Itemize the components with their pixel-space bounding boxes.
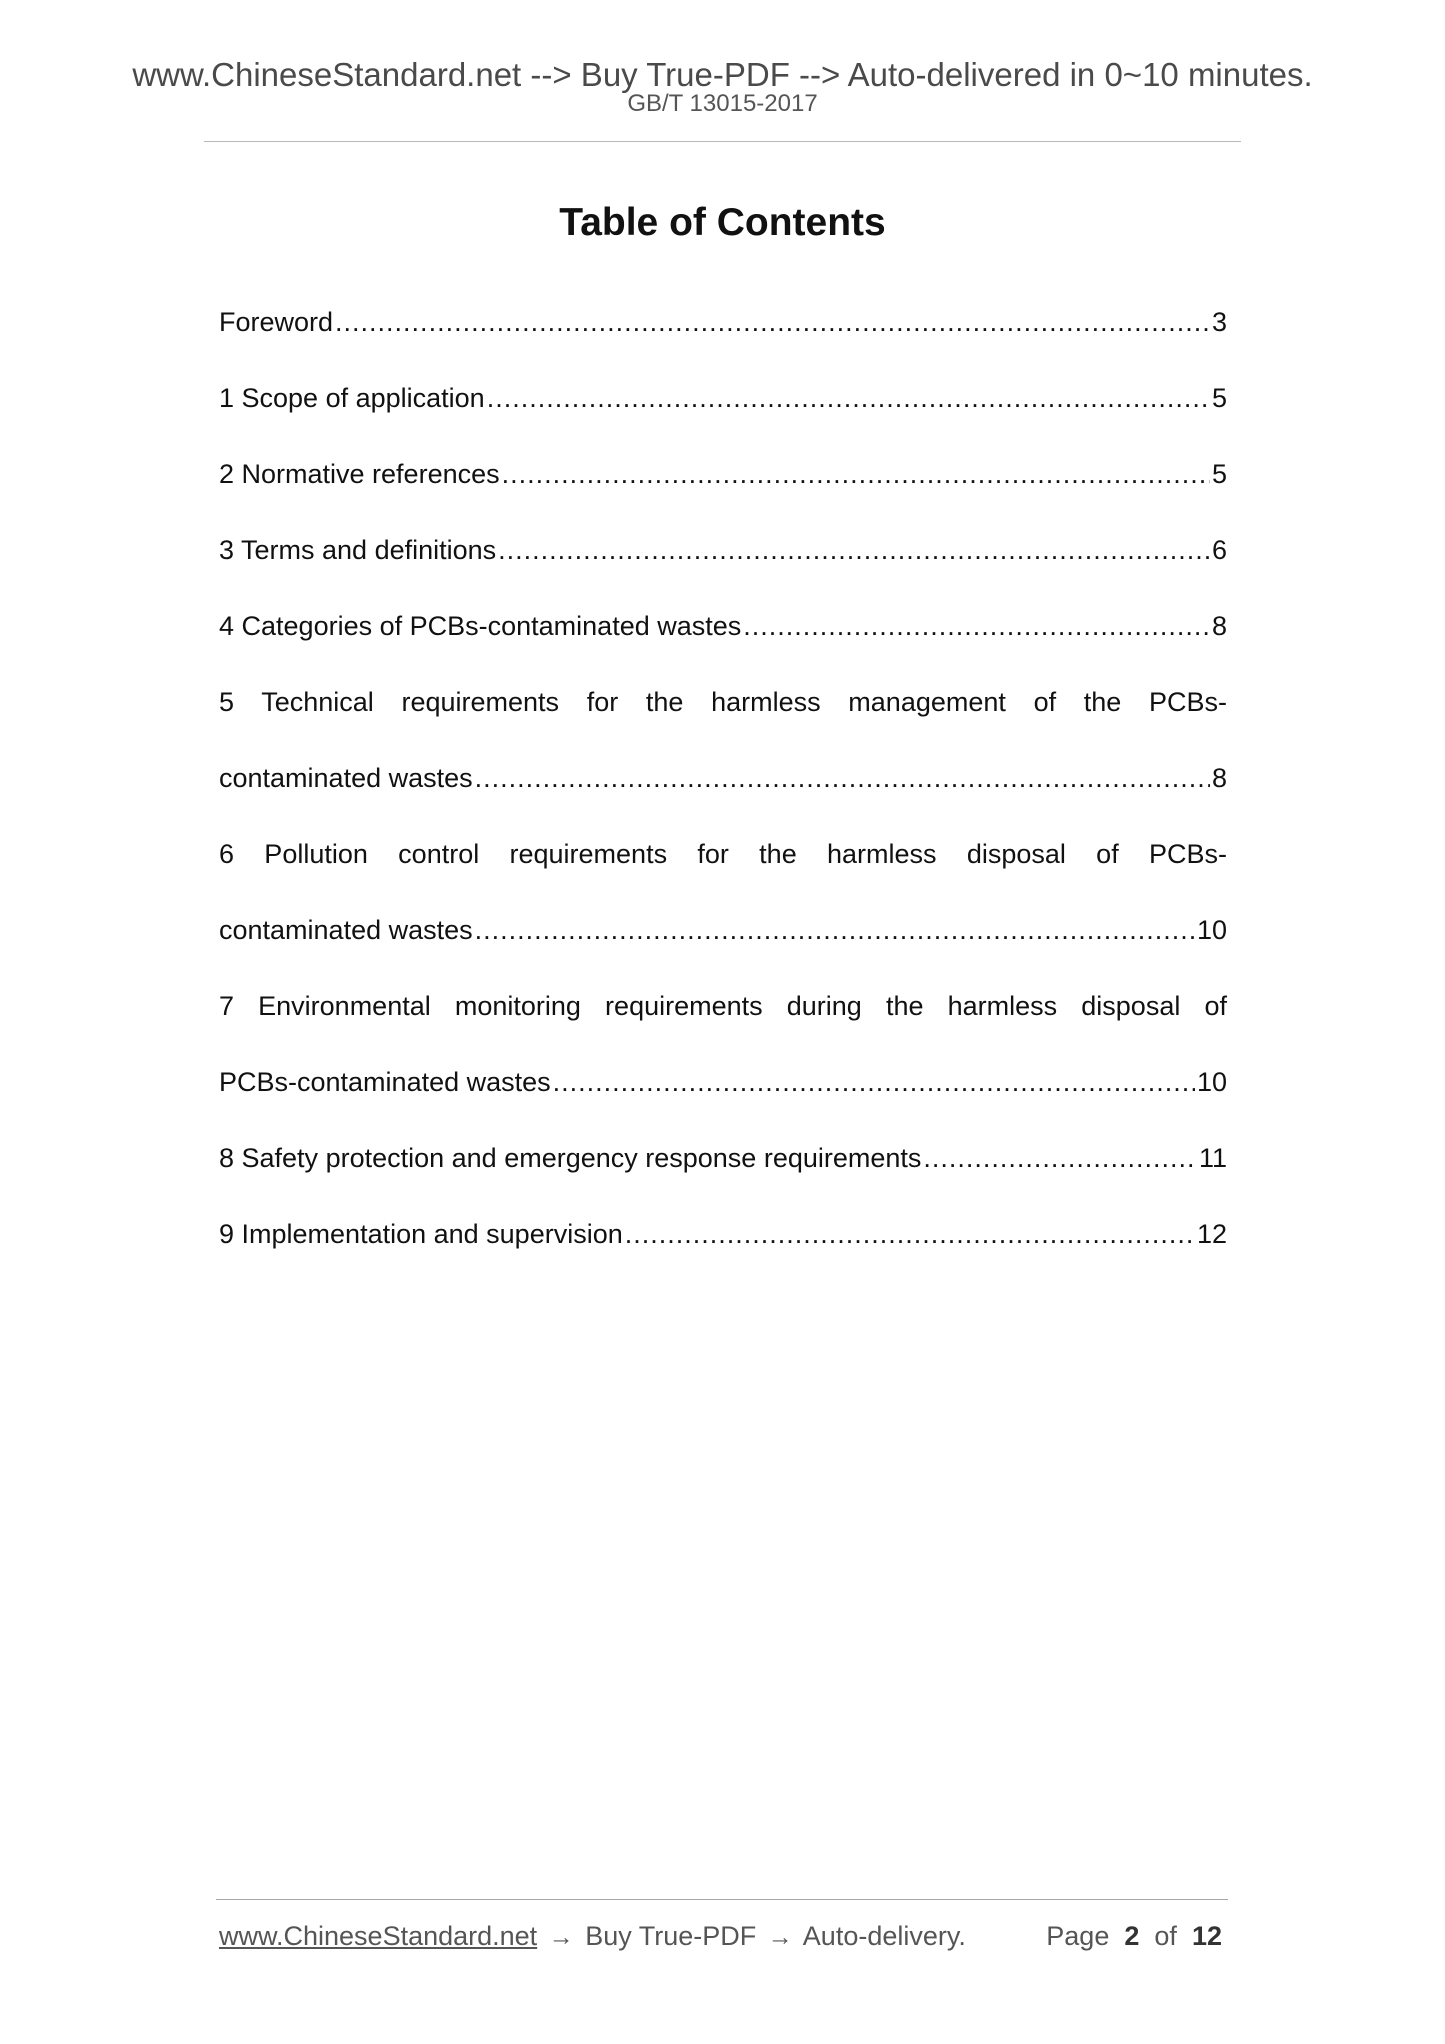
toc-entry-categories[interactable] <box>219 606 1227 646</box>
toc-entry-implementation[interactable] <box>219 1214 1227 1254</box>
toc-entry-text: 9 Implementation and supervision <box>219 1219 623 1249</box>
arrow-right-icon: → <box>548 1923 574 1951</box>
toc-entry-text: 3 Terms and definitions <box>219 535 497 565</box>
toc-entry-technical-requirements[interactable] <box>219 758 1227 798</box>
toc-entry-text: contaminated wastes <box>219 763 473 793</box>
toc-entry-foreword[interactable] <box>219 302 1227 342</box>
toc-entry-terms-definitions[interactable] <box>219 530 1227 570</box>
toc-title: Table of Contents <box>559 201 886 244</box>
toc-dot-leader <box>475 758 1210 798</box>
toc-dot-leader <box>475 910 1195 950</box>
toc-entry-environmental-monitoring[interactable] <box>219 1062 1227 1102</box>
toc-entry-page: 5 <box>1211 459 1227 489</box>
total-page-number: 12 <box>1191 1921 1222 1951</box>
toc-entry-text: 2 Normative references <box>219 459 500 489</box>
toc-entry-page: 3 <box>1211 307 1227 337</box>
footer-divider <box>216 1899 1228 1900</box>
toc-entry-text: Foreword <box>219 307 334 337</box>
toc-entry-text: 4 Categories of PCBs-contaminated wastes <box>219 611 742 641</box>
toc-entry-safety-protection[interactable] <box>219 1138 1227 1178</box>
footer-delivery-text: Auto-delivery. <box>802 1921 966 1951</box>
toc-entry-page: 10 <box>1196 1067 1227 1097</box>
footer-buy-text: Buy True-PDF <box>585 1921 757 1951</box>
toc-dot-leader <box>502 454 1210 494</box>
toc-dot-leader <box>923 1138 1197 1178</box>
toc-entry-text: 8 Safety protection and emergency response requirements <box>219 1143 922 1173</box>
toc-entry-page: 5 <box>1211 383 1227 413</box>
document-code: GB/T 13015-2017 <box>627 90 818 117</box>
toc-entry-page: 10 <box>1196 915 1227 945</box>
header-banner: www.ChineseStandard.net --> Buy True-PDF --> Auto-delivered in 0~10 minutes. <box>132 56 1313 93</box>
toc-dot-leader <box>335 302 1210 342</box>
current-page-number: 2 <box>1124 1921 1140 1951</box>
toc-entry-technical-requirements-line1[interactable]: 5 Technical requirements for the harmless management of the PCBs- <box>219 687 1227 717</box>
toc-entry-text: contaminated wastes <box>219 915 473 945</box>
toc-entry-page: 8 <box>1211 611 1227 641</box>
toc-dot-leader <box>743 606 1210 646</box>
page-indicator <box>1046 1920 1222 1952</box>
toc-entry-pollution-control-line1[interactable]: 6 Pollution control requirements for the harmless disposal of PCBs- <box>219 839 1227 869</box>
toc-entry-text: 1 Scope of application <box>219 383 485 413</box>
of-label: of <box>1154 1921 1177 1951</box>
footer-left <box>219 1920 966 1952</box>
toc-entry-text: PCBs-contaminated wastes <box>219 1067 551 1097</box>
toc-entry-environmental-monitoring-line1[interactable]: 7 Environmental monitoring requirements during the harmless disposal of <box>219 991 1227 1021</box>
toc-entry-page: 11 <box>1198 1143 1227 1173</box>
toc-dot-leader <box>553 1062 1195 1102</box>
arrow-right-icon: → <box>767 1923 793 1951</box>
toc-entry-page: 6 <box>1211 535 1227 565</box>
toc-entry-page: 8 <box>1211 763 1227 793</box>
toc-dot-leader <box>487 378 1210 418</box>
toc-entry-page: 12 <box>1196 1219 1227 1249</box>
header-divider <box>204 141 1241 142</box>
page-label: Page <box>1046 1921 1110 1951</box>
toc-entry-pollution-control[interactable] <box>219 910 1227 950</box>
toc-dot-leader <box>625 1214 1195 1254</box>
toc-entry-normative-references[interactable] <box>219 454 1227 494</box>
toc-dot-leader <box>498 530 1210 570</box>
footer-site-link[interactable]: www.ChineseStandard.net <box>219 1921 538 1951</box>
toc-entry-scope[interactable] <box>219 378 1227 418</box>
